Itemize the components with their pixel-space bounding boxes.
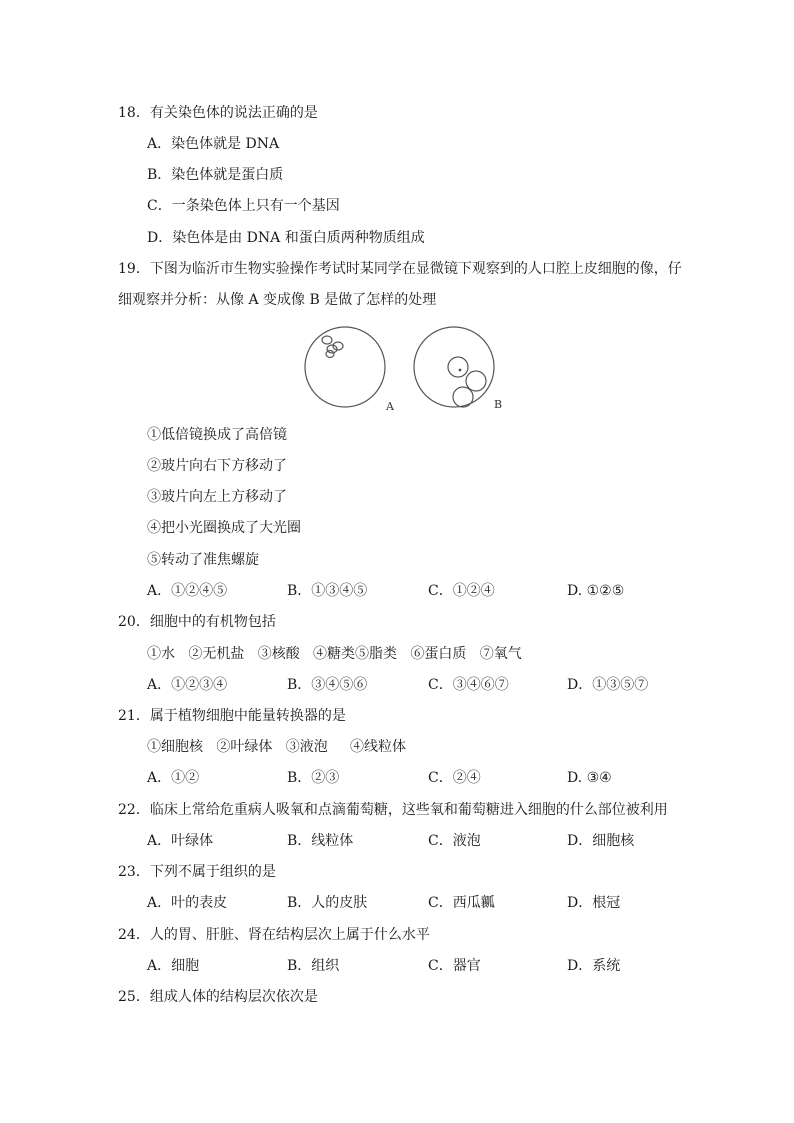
view-b-cell-2: [466, 371, 486, 391]
question-18-stem: 18．有关染色体的说法正确的是: [118, 105, 318, 121]
question-24-choice-b: B．组织: [287, 958, 340, 974]
question-22-choice-b: B．线粒体: [287, 833, 354, 849]
question-21-items: ①细胞核 ②叶绿体 ③液泡 ④线粒体: [147, 739, 406, 755]
question-20-choice-b: B．③④⑤⑥: [287, 677, 368, 693]
question-24-choice-c: C．器官: [428, 958, 481, 974]
question-22-stem: 22．临床上常给危重病人吸氧和点滴葡萄糖，这些氧和葡萄糖进入细胞的什么部位被利用: [118, 802, 668, 818]
question-22-choice-d: D．细胞核: [567, 833, 635, 849]
question-23-choice-d: D．根冠: [567, 895, 621, 911]
question-20-choice-a: A．①②③④: [147, 677, 228, 693]
question-19-choice-d: D. ①②⑤: [567, 583, 625, 599]
question-23-stem: 23．下列不属于组织的是: [118, 864, 276, 880]
question-20-choice-c: C．③④⑥⑦: [428, 677, 509, 693]
question-19-statement-1: ①低倍镜换成了高倍镜: [147, 427, 287, 443]
question-19-statement-2: ②玻片向右下方移动了: [147, 458, 287, 474]
question-19-choice-c: C．①②④: [428, 583, 495, 599]
question-19-stem-line1: 19．下图为临沂市生物实验操作考试时某同学在显微镜下观察到的人口腔上皮细胞的像，仔: [118, 261, 682, 277]
question-23-choice-c: C．西瓜瓤: [428, 895, 495, 911]
microscope-view-figure: [300, 324, 520, 414]
question-18-option-a: A．染色体就是 DNA: [147, 136, 280, 152]
view-b-cell-3: [453, 387, 473, 407]
question-21-choice-a: A．①②: [147, 770, 200, 786]
question-23-choice-b: B．人的皮肤: [287, 895, 368, 911]
view-b-cell-1: [448, 357, 468, 377]
question-21-choice-d: D. ③④: [567, 770, 612, 786]
question-21-choice-c: C．②④: [428, 770, 481, 786]
view-a-cell-1: [322, 336, 332, 344]
question-22-choice-c: C．液泡: [428, 833, 481, 849]
view-b-field-circle: [414, 327, 494, 407]
question-18-option-c: C．一条染色体上只有一个基因: [147, 198, 340, 214]
question-19-stem-line2: 细观察并分析：从像 A 变成像 B 是做了怎样的处理: [118, 292, 437, 308]
view-a-label: A: [386, 400, 394, 413]
question-22-choice-a: A．叶绿体: [147, 833, 214, 849]
question-19-choice-b: B．①③④⑤: [287, 583, 368, 599]
question-18-option-b: B．染色体就是蛋白质: [147, 167, 284, 183]
question-20-choice-d: D．①③⑤⑦: [567, 677, 649, 693]
view-b-label: B: [494, 398, 503, 411]
microscope-views-svg: [300, 324, 520, 414]
view-a-field-circle: [305, 327, 385, 407]
question-25-stem: 25．组成人体的结构层次依次是: [118, 989, 318, 1005]
question-18-option-d: D．染色体是由 DNA 和蛋白质两种物质组成: [147, 230, 425, 246]
question-19-choice-a: A．①②④⑤: [147, 583, 228, 599]
question-20-stem: 20．细胞中的有机物包括: [118, 614, 276, 630]
question-21-choice-b: B．②③: [287, 770, 340, 786]
question-19-statement-4: ④把小光圈换成了大光圈: [147, 520, 301, 536]
question-21-stem: 21．属于植物细胞中能量转换器的是: [118, 708, 346, 724]
question-24-choice-a: A．细胞: [147, 958, 200, 974]
question-20-items: ①水 ②无机盐 ③核酸 ④糖类⑤脂类 ⑥蛋白质 ⑦氧气: [147, 646, 522, 662]
question-19-statement-3: ③玻片向左上方移动了: [147, 489, 287, 505]
question-24-stem: 24．人的胃、肝脏、肾在结构层次上属于什么水平: [118, 927, 430, 943]
question-23-choice-a: A．叶的表皮: [147, 895, 228, 911]
question-24-choice-d: D．系统: [567, 958, 621, 974]
question-19-statement-5: ⑤转动了准焦螺旋: [147, 552, 259, 568]
view-a-cell-4: [326, 351, 334, 358]
view-b-cell-nucleus: [459, 369, 461, 371]
view-a-cell-2: [327, 345, 337, 353]
view-a-cell-3: [333, 342, 343, 350]
